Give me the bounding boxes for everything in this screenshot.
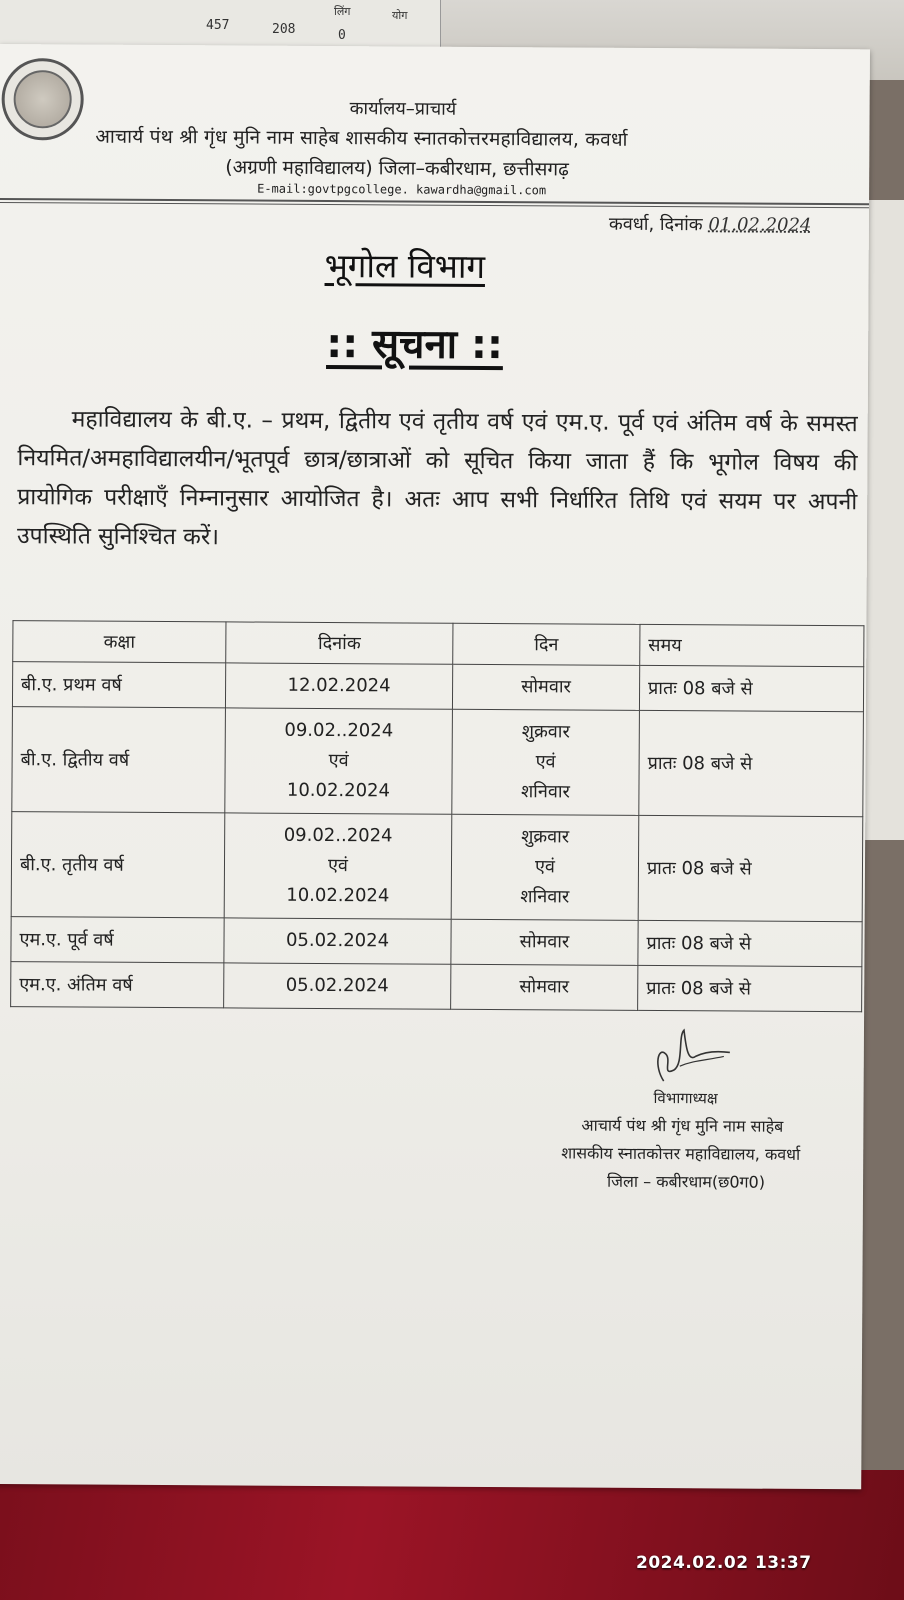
register-cell: 457: [206, 18, 230, 33]
row-class: बी.ए. द्वितीय वर्ष: [12, 707, 226, 813]
notice-title: :: सूचना ::: [326, 320, 504, 369]
register-cell: 0: [338, 28, 346, 43]
signatory-line: आचार्य पंथ श्री गृंध मुनि नाम साहेब: [581, 1115, 784, 1136]
college-seal-icon: [13, 70, 71, 128]
row-day-line: एवं: [534, 856, 556, 878]
row-date-line: 09.02..2024: [284, 719, 394, 742]
row-day-line: एवं: [535, 751, 556, 773]
office-title: कार्यालय–प्राचार्य: [349, 98, 457, 120]
handwritten-signature: [644, 1026, 734, 1087]
header-day: दिन: [453, 623, 640, 665]
row-day: सोमवार: [452, 664, 639, 710]
department-title: भूगोल विभाग: [324, 245, 486, 286]
college-name: आचार्य पंथ श्री गृंध मुनि नाम साहेब शासकीय स्नातकोत्तरमहाविद्यालय, कवर्धा: [95, 125, 628, 151]
table-row: [11, 962, 862, 1012]
row-class: बी.ए. प्रथम वर्ष: [12, 662, 225, 708]
row-day-line: शुक्रवार: [521, 826, 570, 848]
row-day-line: शनिवार: [520, 781, 570, 803]
table-row: [11, 917, 862, 967]
header-class: कक्षा: [13, 621, 226, 663]
row-date: [224, 813, 452, 919]
signatory-line: जिला – कबीरधाम(छ0ग0): [607, 1171, 766, 1192]
background-register-cells: [0, 0, 440, 48]
row-day: [452, 709, 640, 815]
row-date: [225, 708, 453, 814]
row-time: प्रातः 08 बजे से: [638, 920, 862, 966]
table-row: [12, 662, 863, 712]
row-date-line: 09.02..2024: [283, 824, 393, 847]
row-time: प्रातः 08 बजे से: [639, 665, 863, 711]
table-row: [12, 707, 864, 817]
dateline-label: कवर्धा, दिनांक: [608, 213, 703, 236]
row-day-line: शनिवार: [520, 886, 570, 908]
signatory-title: विभागाध्यक्ष: [653, 1089, 718, 1108]
row-time: प्रातः 08 बजे से: [638, 965, 862, 1011]
row-class: एम.ए. पूर्व वर्ष: [11, 917, 224, 963]
table-header-row: [13, 621, 864, 667]
row-date-line: एवं: [327, 855, 349, 877]
header-date: दिनांक: [226, 622, 453, 664]
background-cloth: [0, 1470, 904, 1600]
college-logo: [1, 58, 83, 140]
register-cell: 208: [272, 22, 296, 37]
row-date-line: एवं: [328, 750, 349, 772]
row-day: सोमवार: [451, 964, 638, 1010]
row-class: बी.ए. तृतीय वर्ष: [11, 812, 225, 918]
notice-body: [17, 400, 858, 561]
table-row: [11, 812, 863, 922]
signatory-line: शासकीय स्नातकोत्तर महाविद्यालय, कवर्धा: [561, 1143, 801, 1164]
row-date: 12.02.2024: [225, 663, 452, 709]
notice-paper: [0, 44, 870, 1489]
row-date: 05.02.2024: [224, 918, 451, 964]
row-time: प्रातः 08 बजे से: [639, 710, 864, 816]
notice-body-text: महाविद्यालय के बी.ए. – प्रथम, द्वितीय एवं तृतीय वर्ष एवं एम.ए. पूर्व एवं अंतिम वर्ष के समस्त नियमित/अमहाविद्यालयीन/भूतपूर्व छात्र/छात्राओं को सूचित किया जाता हैं कि भूगोल विषय की प्रायोगिक परीक्षाएँ निम्नानुसार आयोजित है। अतः आप सभी निर्धारित तिथि एवं सयम पर अपनी उपस्थिति सुनिश्चित करें।: [16, 406, 858, 551]
row-date-line: 10.02.2024: [286, 884, 390, 907]
row-day: सोमवार: [451, 919, 638, 965]
row-date-line: 10.02.2024: [286, 779, 391, 802]
college-email: E-mail:govtpgcollege. kawardha@gmail.com: [257, 181, 547, 198]
register-cell: योग: [392, 9, 408, 22]
header-time: समय: [640, 624, 864, 666]
row-date: 05.02.2024: [224, 963, 451, 1009]
dateline-date: 01.02.2024: [708, 214, 812, 236]
row-class: एम.ए. अंतिम वर्ष: [11, 962, 224, 1008]
row-time: प्रातः 08 बजे से: [638, 815, 863, 921]
row-day: [451, 814, 639, 920]
row-day-line: शुक्रवार: [521, 721, 570, 743]
register-cell: लिंग: [334, 5, 351, 18]
photo-timestamp: 2024.02.02 13:37: [636, 1553, 812, 1573]
dateline: [609, 212, 812, 237]
college-subtitle: (अग्रणी महाविद्यालय) जिला–कबीरधाम, छत्तीसगढ़: [225, 156, 569, 181]
schedule-table: [10, 620, 864, 1012]
